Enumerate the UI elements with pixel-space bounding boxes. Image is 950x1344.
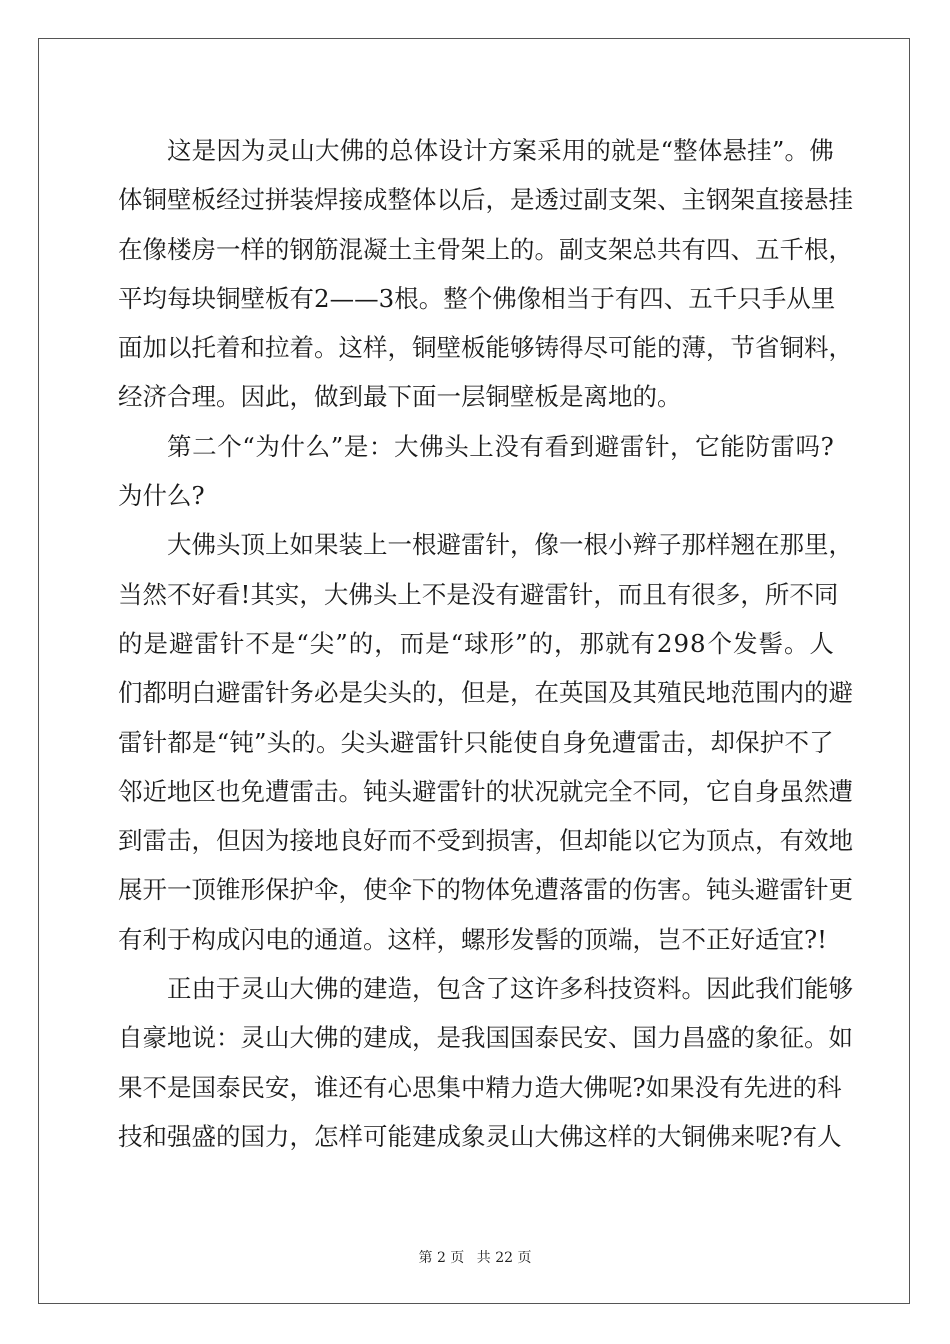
page-footer (0, 1247, 950, 1267)
text-line: 为什么? (118, 481, 205, 511)
text-line: 雷 针 都 是 “ 钝 ” 头 的 。 尖 头 避 雷 针 只 能 使 自 身 免 遭 雷 击 ， 却 保 护 不 了 (118, 727, 834, 757)
text-line: 经济合理。因此，做到最下面一层铜壁板是离地的。 (118, 382, 682, 412)
text-line: 平 均 每 块 铜 壁 板 有 2 — — 3 根 。 整 个 佛 像 相 当 于 有 四 、 五 千 只 手 从 里 (118, 283, 836, 313)
text-line: 邻 近 地 区 也 免 遭 雷 击 。 钝 头 避 雷 针 的 状 况 就 完 全 不 同 ， 它 自 身 虽 然 遭 (118, 776, 853, 806)
text-line: 果 不 是 国 泰 民 安 ， 谁 还 有 心 思 集 中 精 力 造 大 佛 呢 ? 如 果 没 有 先 进 的 科 (118, 1072, 842, 1102)
text-line: 有利于构成闪电的通道。这样，螺形发髻的顶端，岂不正好适宜?! (118, 924, 827, 954)
document-body (118, 126, 853, 1161)
text-line: 体 铜 壁 板 经 过 拼 装 焊 接 成 整 体 以 后 ， 是 透 过 副 支 架 、 主 钢 架 直 接 悬 挂 (118, 185, 853, 215)
page-number: 第 2 页 (418, 1250, 465, 1266)
text-line: 展 开 一 顶 锥 形 保 护 伞 ， 使 伞 下 的 物 体 免 遭 落 雷 的 伤 害 。 钝 头 避 雷 针 更 (118, 875, 853, 905)
text-line: 到 雷 击 ， 但 因 为 接 地 良 好 而 不 受 到 损 害 ， 但 却 能 以 它 为 顶 点 ， 有 效 地 (118, 826, 853, 856)
page-total: 共 22 页 (476, 1250, 532, 1266)
text-line: 在 像 楼 房 一 样 的 钢 筋 混 凝 土 主 骨 架 上 的 。 副 支 架 总 共 有 四 、 五 千 根 ， (118, 234, 853, 264)
text-line: 面 加 以 托 着 和 拉 着 。 这 样 ， 铜 壁 板 能 够 铸 得 尽 可 能 的 薄 ， 节 省 铜 料 ， (118, 333, 853, 363)
text-line: 正 由 于 灵 山 大 佛 的 建 造 ， 包 含 了 这 许 多 科 技 资 料 。 因 此 我 们 能 够 (167, 974, 853, 1004)
text-line: 第 二 个 “ 为 什 么 ” 是 ： 大 佛 头 上 没 有 看 到 避 雷 针 ， 它 能 防 雷 吗 ? (167, 431, 834, 461)
text-line: 技 和 强 盛 的 国 力 ， 怎 样 可 能 建 成 象 灵 山 大 佛 这 样 的 大 铜 佛 来 呢 ? 有 人 (118, 1121, 842, 1151)
text-line: 们 都 明 白 避 雷 针 务 必 是 尖 头 的 ， 但 是 ， 在 英 国 及 其 殖 民 地 范 围 内 的 避 (118, 678, 853, 708)
text-line: 自 豪 地 说 ： 灵 山 大 佛 的 建 成 ， 是 我 国 国 泰 民 安 、 国 力 昌 盛 的 象 征 。 如 (118, 1023, 853, 1053)
text-line: 的 是 避 雷 针 不 是 “ 尖 ” 的 ， 而 是 “ 球 形 ” 的 ， 那 就 有 2 9 8 个 发 髻 。 人 (118, 628, 834, 658)
text-line: 大 佛 头 顶 上 如 果 装 上 一 根 避 雷 针 ， 像 一 根 小 辫 子 那 样 翘 在 那 里 ， (167, 530, 853, 560)
text-line: 这 是 因 为 灵 山 大 佛 的 总 体 设 计 方 案 采 用 的 就 是 “ 整 体 悬 挂 ” 。 佛 (167, 136, 834, 165)
text-line: 当 然 不 好 看 ! 其 实 ， 大 佛 头 上 不 是 没 有 避 雷 针 ， 而 且 有 很 多 ， 所 不 同 (118, 579, 839, 609)
